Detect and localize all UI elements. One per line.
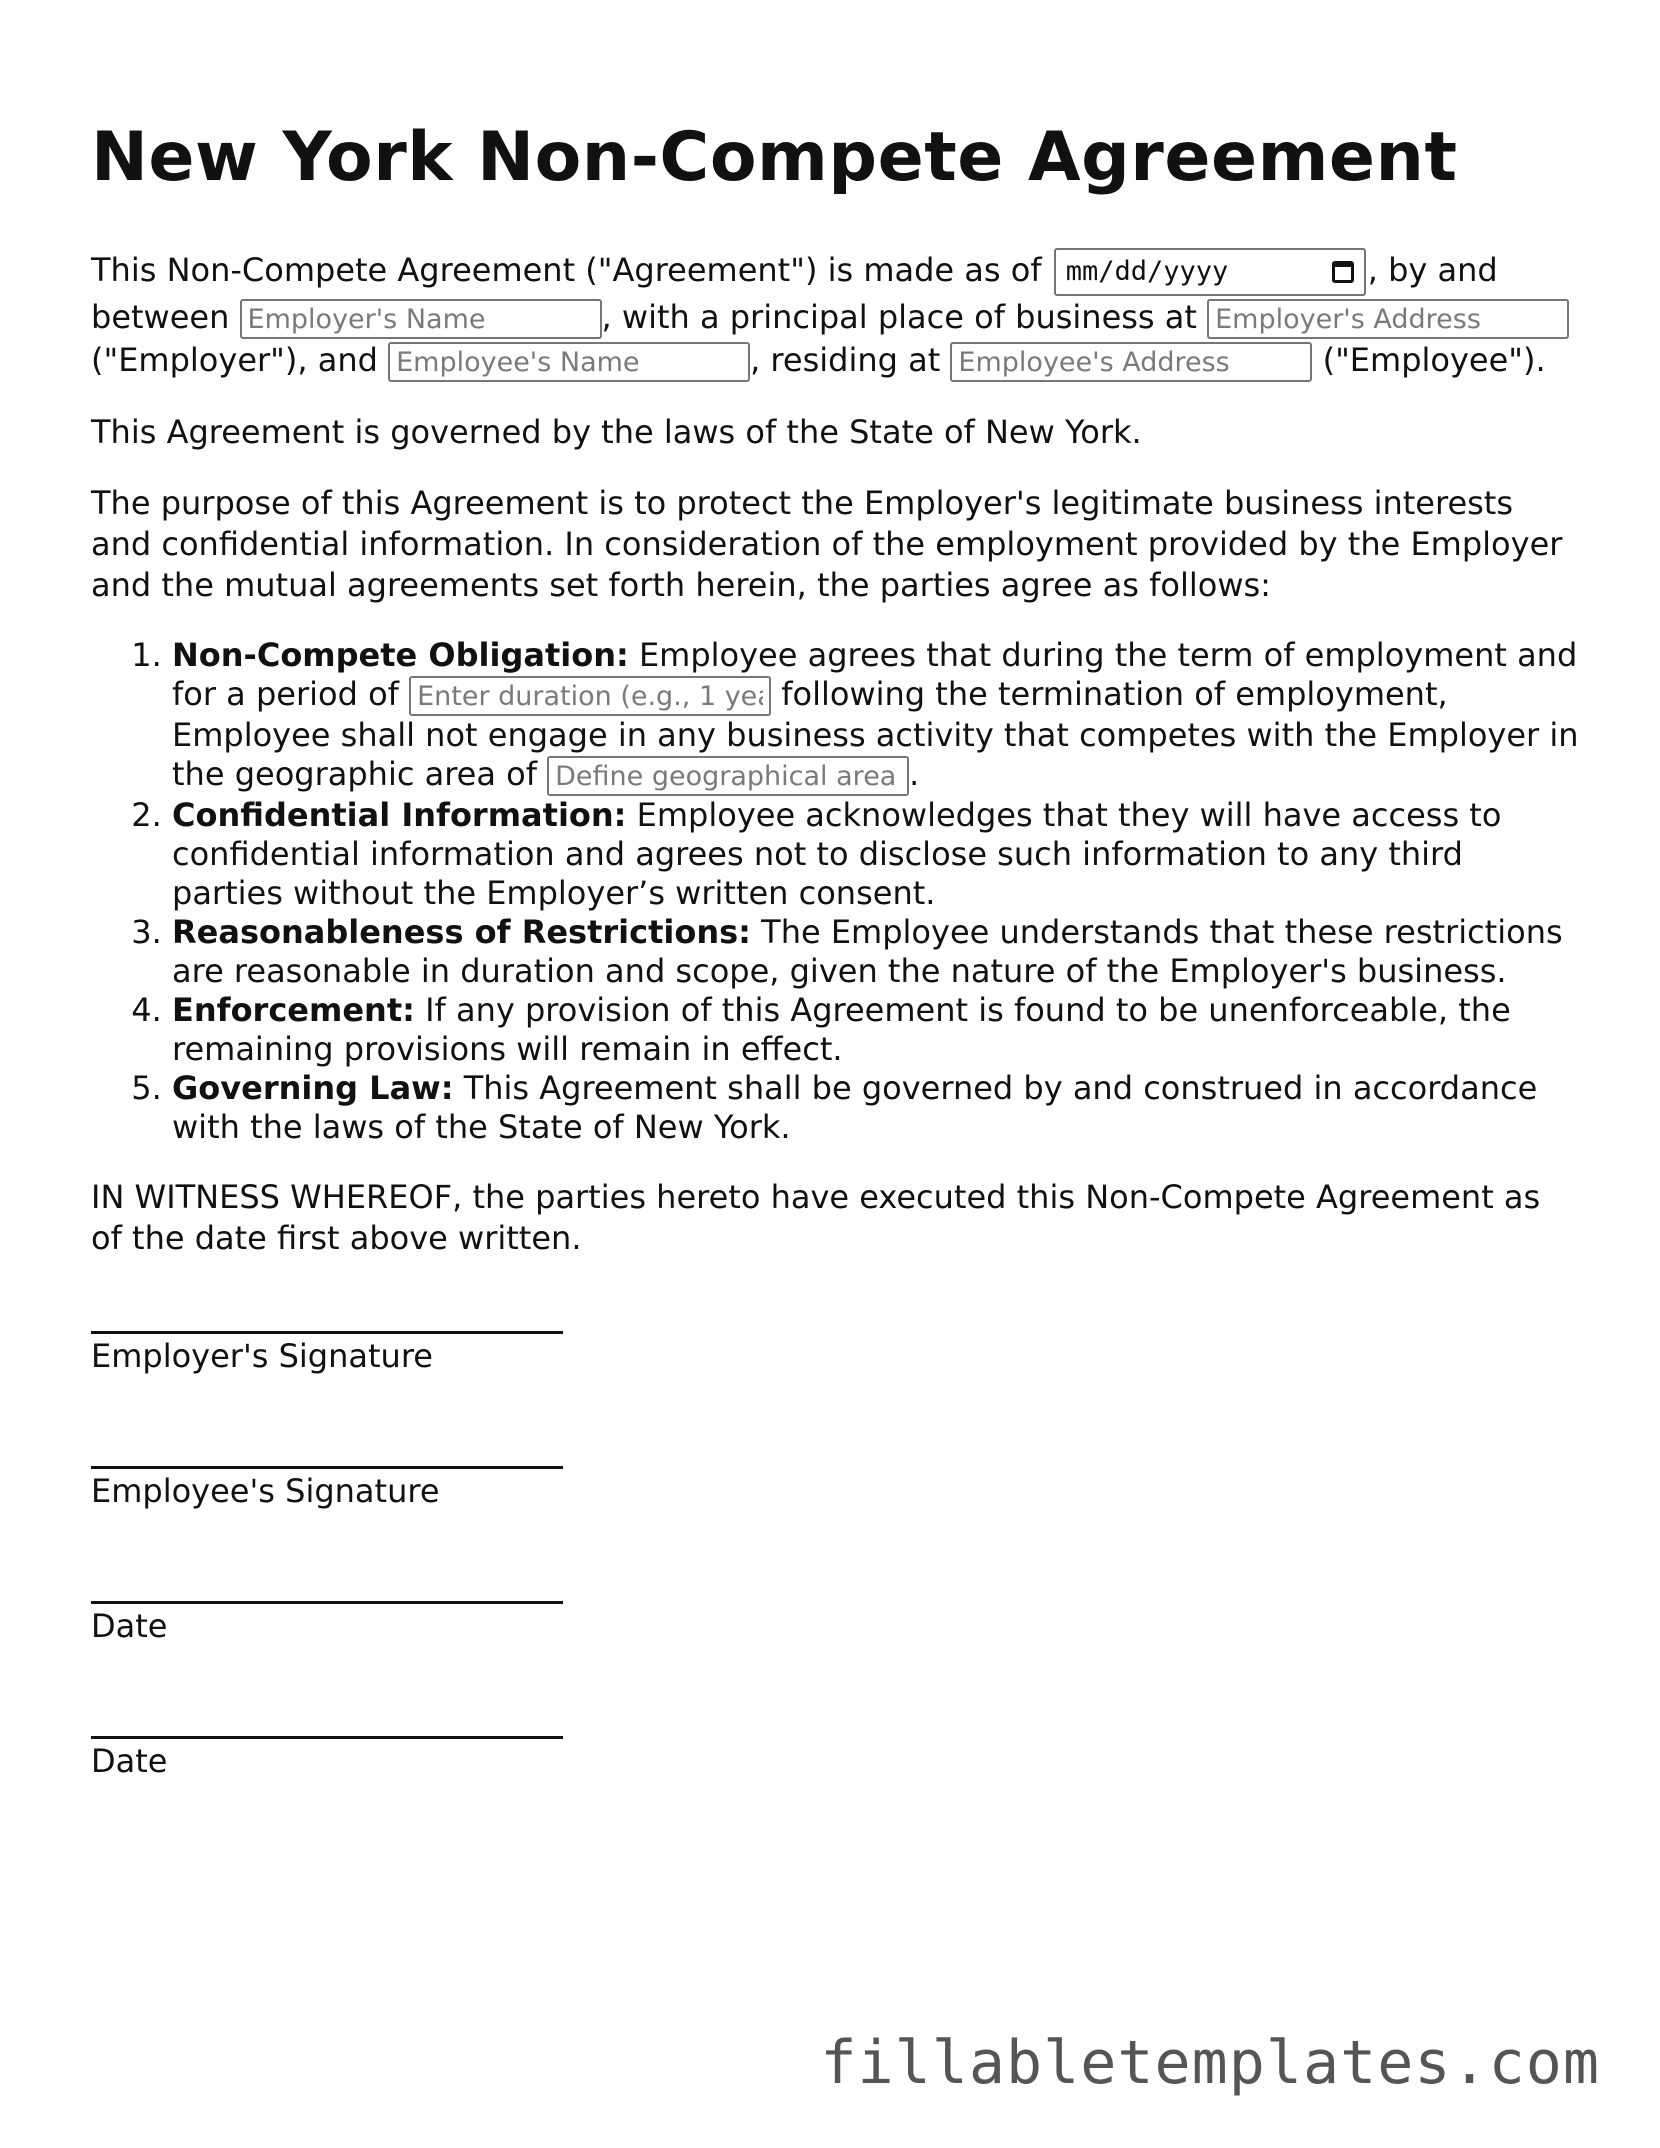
clause-list <box>91 636 1581 1147</box>
clause-text: This Agreement shall be governed by and construed in accordance with the laws of the State of New York. <box>172 1069 1538 1146</box>
employer-address-input[interactable] <box>1207 299 1569 339</box>
clause-text: Employee acknowledges that they will have access to confidential information and agrees not to disclose such information to any third parties without the Employer’s written consent. <box>172 796 1502 912</box>
duration-input[interactable] <box>409 676 771 716</box>
clause-text: following the termination of employment, Employee shall not engage in any business activity that competes with the Employer in the geographic area of <box>172 675 1579 793</box>
clause-heading: Reasonableness of Restrictions: <box>172 913 751 951</box>
intro-text: , with a principal place of business at <box>601 298 1208 336</box>
employer-signature-label: Employer's Signature <box>91 1337 433 1375</box>
intro-paragraph <box>91 248 1581 382</box>
intro-text: This Non-Compete Agreement ("Agreement") is made as of <box>91 251 1052 289</box>
date-line[interactable] <box>91 1583 563 1604</box>
employee-name-input[interactable] <box>388 342 750 382</box>
clause-text: . <box>909 755 920 793</box>
clause-text: Employee agrees that during the term of employment and for a period of <box>172 636 1578 713</box>
clause-item <box>172 913 1581 991</box>
witness-paragraph: IN WITNESS WHEREOF, the parties hereto have executed this Non-Compete Agreement as of the date first above written. <box>91 1178 1541 1257</box>
clause-item <box>172 1069 1581 1147</box>
document-page <box>91 118 1581 1853</box>
signature-block <box>91 1313 1581 1781</box>
clause-item <box>172 991 1581 1069</box>
agreement-date-input[interactable] <box>1054 248 1366 296</box>
clause-heading: Enforcement: <box>172 991 415 1029</box>
intro-text: , by and between <box>91 251 1498 336</box>
governing-statement: This Agreement is governed by the laws of the State of New York. <box>91 413 1142 451</box>
date-label: Date <box>91 1607 168 1645</box>
site-watermark: fillabletemplates.com <box>820 2028 1600 2098</box>
employer-name-input[interactable] <box>240 299 602 339</box>
intro-text: ("Employee"). <box>1312 341 1546 379</box>
clause-item <box>172 796 1581 913</box>
clause-heading: Governing Law: <box>172 1069 454 1107</box>
employee-signature-label: Employee's Signature <box>91 1472 440 1510</box>
date-placeholder: mm/dd/yyyy <box>1065 256 1229 287</box>
clause-text: The Employee understands that these restrictions are reasonable in duration and scope, given the nature of the Employer's business. <box>172 913 1563 990</box>
employer-signature-line[interactable] <box>91 1313 563 1334</box>
intro-text: , residing at <box>750 341 951 379</box>
clause-heading: Non-Compete Obligation: <box>172 636 629 674</box>
date-line[interactable] <box>91 1718 563 1739</box>
clause-heading: Confidential Information: <box>172 796 627 834</box>
date-label: Date <box>91 1742 168 1780</box>
geographic-area-input[interactable] <box>547 756 909 796</box>
clause-item <box>172 636 1581 796</box>
intro-text: ("Employer"), and <box>91 341 389 379</box>
employee-signature-line[interactable] <box>91 1448 563 1469</box>
employee-address-input[interactable] <box>950 342 1312 382</box>
purpose-paragraph: The purpose of this Agreement is to protect the Employer's legitimate business interests and confidential information. In consideration of the employment provided by the Employer and the mutual agreements set forth herein, the parties agree as follows: <box>91 484 1563 604</box>
calendar-icon[interactable] <box>1332 261 1354 283</box>
clause-text: If any provision of this Agreement is found to be unenforceable, the remaining provisions will remain in effect. <box>172 991 1511 1068</box>
document-title: New York Non-Compete Agreement <box>91 118 1458 197</box>
